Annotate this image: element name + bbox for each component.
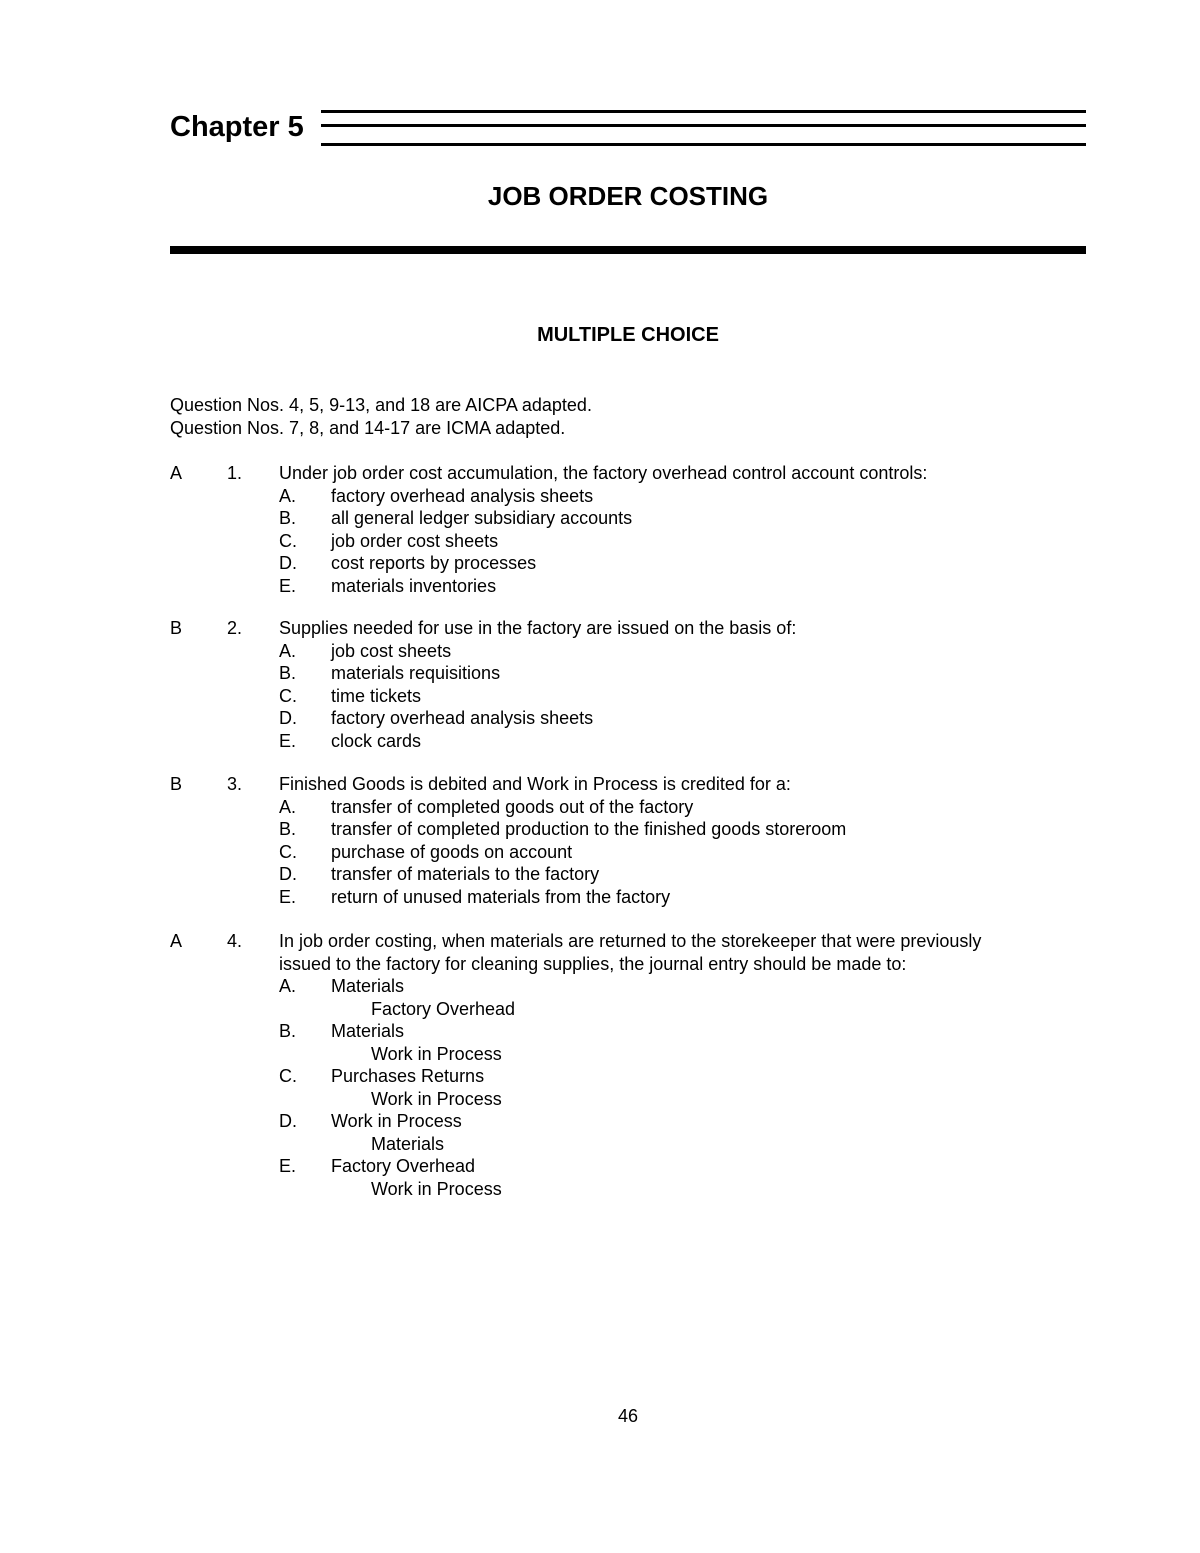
option-text: return of unused materials from the factory — [331, 886, 671, 907]
option-text: Materials — [331, 976, 405, 996]
option-text: Materials — [371, 1133, 445, 1154]
option-letter: E. — [279, 886, 297, 907]
page-title: JOB ORDER COSTING — [487, 181, 769, 211]
option-text: Work in Process — [331, 1111, 462, 1131]
option-text: Purchases Returns — [331, 1066, 485, 1086]
question-stem: In job order costing, when materials are returned to the storekeeper that were previously — [279, 931, 982, 951]
answer-key: B — [170, 774, 183, 794]
chapter-rule-top — [321, 110, 1086, 113]
section-heading: MULTIPLE CHOICE — [537, 324, 719, 346]
option-text: job order cost sheets — [331, 530, 499, 551]
question-number: 3. — [227, 774, 243, 794]
option-letter: B. — [279, 508, 297, 528]
option-text: Factory Overhead — [331, 1156, 476, 1176]
option-letter: E. — [279, 575, 297, 596]
option-text: purchase of goods on account — [331, 841, 573, 862]
option-letter: B. — [279, 663, 297, 683]
adaptation-note: Question Nos. 7, 8, and 14-17 are ICMA adapted. — [170, 418, 566, 438]
option-text: clock cards — [331, 730, 422, 751]
option-text: Work in Process — [371, 1178, 502, 1199]
question-stem: Finished Goods is debited and Work in Process is credited for a: — [279, 774, 791, 794]
option-letter: A. — [279, 485, 297, 506]
question-stem: Supplies needed for use in the factory are issued on the basis of: — [279, 618, 797, 638]
option-letter: B. — [279, 819, 297, 839]
option-text: materials inventories — [331, 575, 497, 596]
option-letter: B. — [279, 1021, 297, 1041]
option-text: Work in Process — [371, 1088, 502, 1109]
option-text: factory overhead analysis sheets — [331, 485, 594, 506]
option-text: Factory Overhead — [371, 998, 516, 1019]
answer-key: A — [170, 931, 183, 951]
option-text: factory overhead analysis sheets — [331, 708, 594, 728]
option-text: transfer of completed goods out of the factory — [331, 796, 694, 817]
answer-key: A — [170, 463, 183, 483]
chapter-rule-middle — [321, 124, 1086, 127]
option-letter: C. — [279, 1066, 297, 1086]
option-text: Materials — [331, 1021, 405, 1041]
option-letter: C. — [279, 530, 297, 551]
option-letter: A. — [279, 796, 297, 817]
option-letter: E. — [279, 1156, 297, 1176]
question-number: 4. — [227, 931, 243, 951]
option-letter: D. — [279, 864, 297, 884]
option-text: job cost sheets — [331, 640, 452, 661]
page-number: 46 — [617, 1406, 639, 1426]
option-text: transfer of completed production to the finished goods storeroom — [331, 819, 847, 839]
option-letter: C. — [279, 685, 297, 706]
option-letter: D. — [279, 553, 297, 573]
adaptation-note: Question Nos. 4, 5, 9-13, and 18 are AICPA adapted. — [170, 395, 592, 415]
question-stem: issued to the factory for cleaning supplies, the journal entry should be made to: — [279, 953, 907, 974]
option-letter: A. — [279, 640, 297, 661]
option-letter: D. — [279, 708, 297, 728]
option-text: transfer of materials to the factory — [331, 864, 600, 884]
option-letter: C. — [279, 841, 297, 862]
option-text: all general ledger subsidiary accounts — [331, 508, 633, 528]
option-letter: A. — [279, 976, 297, 996]
question-stem: Under job order cost accumulation, the factory overhead control account controls: — [279, 463, 928, 483]
question-number: 1. — [227, 463, 243, 483]
question-number: 2. — [227, 618, 243, 638]
option-text: materials requisitions — [331, 663, 501, 683]
chapter-rule-bottom — [321, 143, 1086, 146]
chapter-label: Chapter 5 — [170, 111, 304, 143]
option-text: time tickets — [331, 685, 422, 706]
option-text: Work in Process — [371, 1043, 502, 1064]
option-text: cost reports by processes — [331, 553, 537, 573]
title-divider — [170, 246, 1086, 254]
answer-key: B — [170, 618, 183, 638]
option-letter: D. — [279, 1111, 297, 1131]
option-letter: E. — [279, 730, 297, 751]
